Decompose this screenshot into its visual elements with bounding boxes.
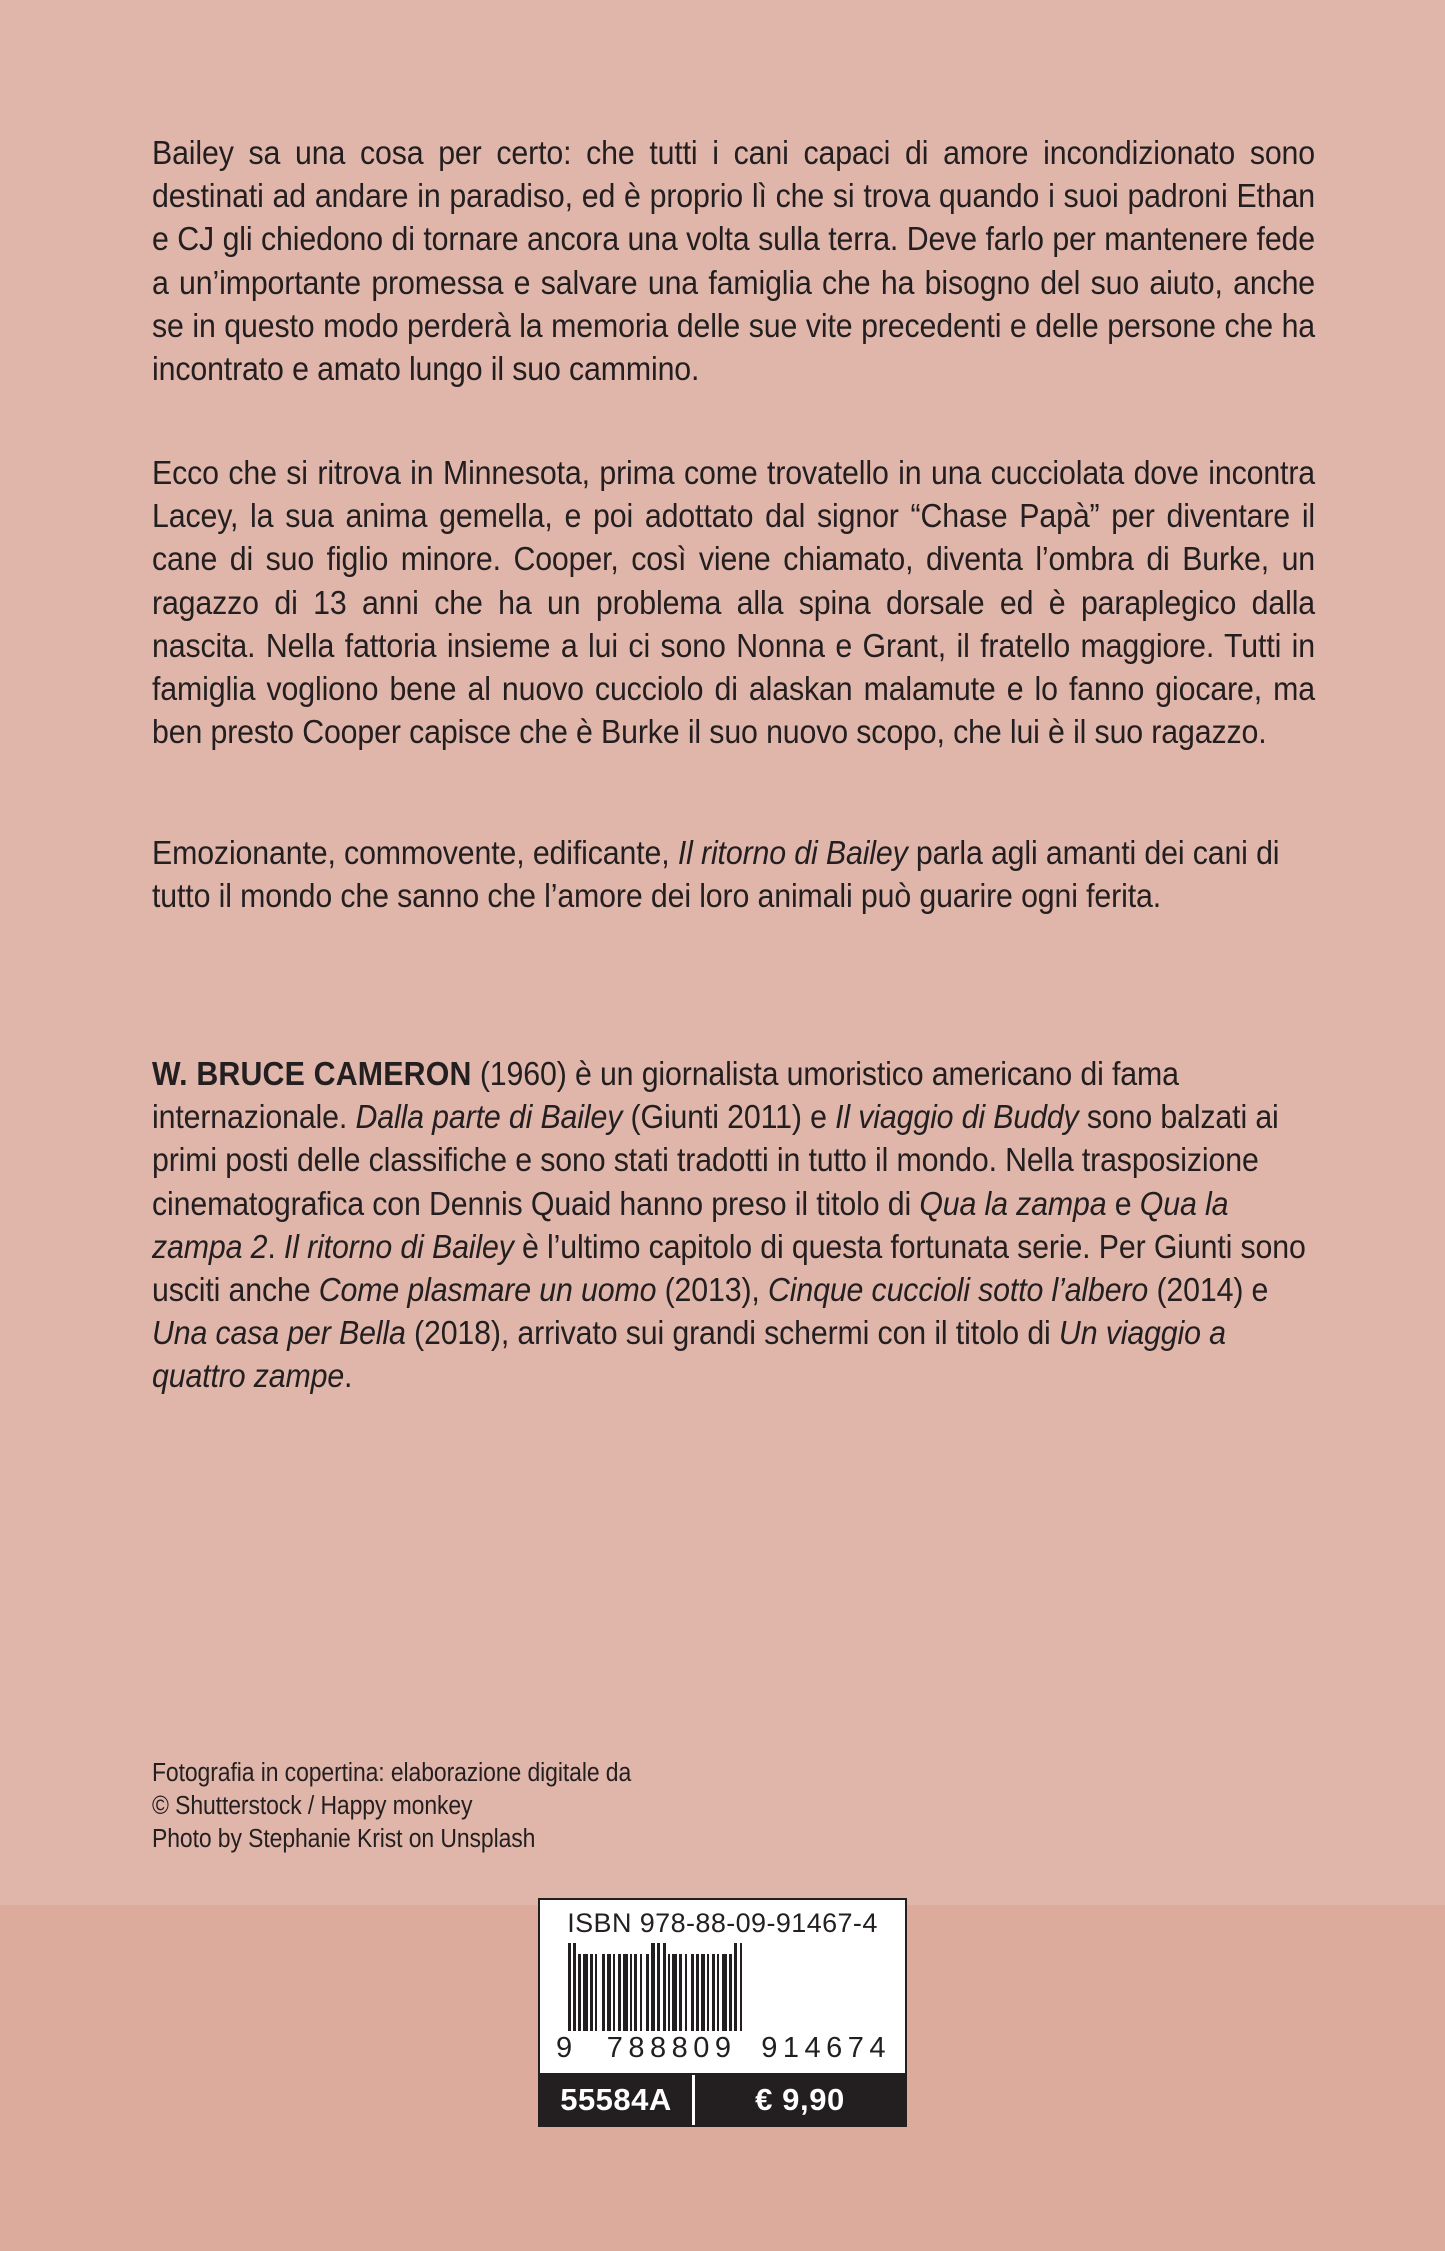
synopsis-paragraph-2 (152, 452, 1315, 754)
synopsis-paragraph-2-text: Ecco che si ritrova in Minnesota, prima come trovatello in una cucciolata dove incontra Lacey, la sua anima gemella, e poi adottato dal signor “Chase Papà” per diventare il cane di suo figlio minore. Cooper, così viene chiamato, diventa l’ombra di Burke, un ragazzo di 13 anni che ha un problema alla spina dorsale ed è paraplegico dalla nascita. Nella fattoria insieme a lui ci sono Nonna e Grant, il fratello maggiore. Tutti in famiglia vogliono bene al nuovo cucciolo di alaskan malamute e lo fanno giocare, ma ben presto Cooper capisce che è Burke il suo nuovo scopo, che lui è il suo ragazzo. (152, 455, 1316, 752)
barcode-digit-left: 9 (556, 2032, 573, 2064)
synopsis-p3-tail: parla agli amanti dei cani di tutto il mondo che sanno che l’amore dei loro animali può guarire ogni ferita. (152, 835, 1280, 916)
book-title-il-ritorno-di-bailey-bio: Il ritorno di Bailey (283, 1228, 514, 1266)
author-bio-inline (152, 1053, 1315, 1399)
barcode-block (538, 1898, 907, 2127)
bio-segment-10: . (344, 1358, 353, 1396)
barcode-inner (540, 1900, 905, 2073)
bio-segment-3: sono balzati ai primi posti delle classifiche e sono stati tradotti in tutto il mondo. Nella trasposizione cinematografica con Dennis Quaid hanno preso il titolo di (152, 1099, 1279, 1223)
synopsis-paragraph-1 (152, 132, 1315, 391)
barcode-digits (540, 2031, 905, 2073)
price-strip (540, 2073, 905, 2125)
book-title-una-casa-per-bella: Una casa per Bella (152, 1315, 406, 1353)
barcode-digit-group-1: 788809 (606, 2032, 737, 2064)
credit-line-2: © Shutterstock / Happy monkey (152, 1792, 473, 1820)
credit-line-1: Fotografia in copertina: elaborazione digitale da (152, 1759, 632, 1787)
internal-code: 55584A (560, 2082, 672, 2117)
bio-segment-6: è l’ultimo capitolo di questa fortunata serie. Per Giunti sono usciti anche (152, 1228, 1306, 1310)
author-bio-paragraph (152, 1053, 1315, 1399)
synopsis-paragraph-1-text: Bailey sa una cosa per certo: che tutti i cani capaci di amore incondizionato sono destinati ad andare in paradiso, ed è proprio lì che si trova quando i suoi padroni Ethan e CJ gli chiedono di tornare ancora una volta sulla terra. Deve farlo per mantenere fede a un’importante promessa e salvare una famiglia che ha bisogno del suo aiuto, anche se in questo modo perderà la memoria delle sue vite precedenti e delle persone che ha incontrato e amato lungo il suo cammino. (152, 135, 1316, 389)
cover-price: € 9,90 (755, 2082, 845, 2117)
photo-credits (152, 1757, 852, 1856)
book-title-cinque-cuccioli-sotto-lalbero: Cinque cuccioli sotto l’albero (768, 1272, 1149, 1310)
author-name: W. BRUCE CAMERON (152, 1056, 472, 1093)
bio-segment-7: (2013), (656, 1272, 769, 1310)
synopsis-paragraph-3-inline (152, 832, 1315, 918)
book-title-il-ritorno-di-bailey: Il ritorno di Bailey (677, 835, 908, 872)
book-title-dalla-parte-di-bailey: Dalla parte di Bailey (355, 1099, 623, 1137)
book-title-qua-la-zampa-2: Qua la zampa 2 (152, 1185, 1229, 1266)
isbn-label: ISBN 978-88-09-91467-4 (567, 1908, 878, 1938)
synopsis-p3-lead: Emozionante, commovente, edificante, (152, 835, 678, 872)
book-title-un-viaggio-a-quattro-zampe: Un viaggio a quattro zampe (152, 1315, 1226, 1396)
book-title-il-viaggio-di-buddy: Il viaggio di Buddy (835, 1099, 1079, 1137)
book-title-come-plasmare-un-uomo: Come plasmare un uomo (318, 1272, 657, 1310)
bio-segment-9: (2018), arrivato sui grandi schermi con il titolo di (405, 1315, 1059, 1353)
author-birth-year: (1960) (471, 1056, 567, 1093)
barcode-digit-group-2: 914674 (761, 2032, 891, 2064)
bio-segment-2: (Giunti 2011) e (622, 1099, 836, 1137)
bio-segment-4: e (1106, 1185, 1140, 1223)
bio-segment-5: . (267, 1228, 284, 1266)
credit-line-3: Photo by Stephanie Krist on Unsplash (152, 1825, 536, 1853)
barcode-bars (568, 1943, 879, 2031)
bio-segment-1: è un giornalista umoristico americano di fama internazionale. (152, 1056, 1179, 1137)
bio-segment-8: (2014) e (1148, 1272, 1269, 1310)
barcode-bar (740, 1943, 742, 2031)
book-title-qua-la-zampa: Qua la zampa (919, 1185, 1107, 1223)
synopsis-paragraph-3 (152, 832, 1315, 918)
